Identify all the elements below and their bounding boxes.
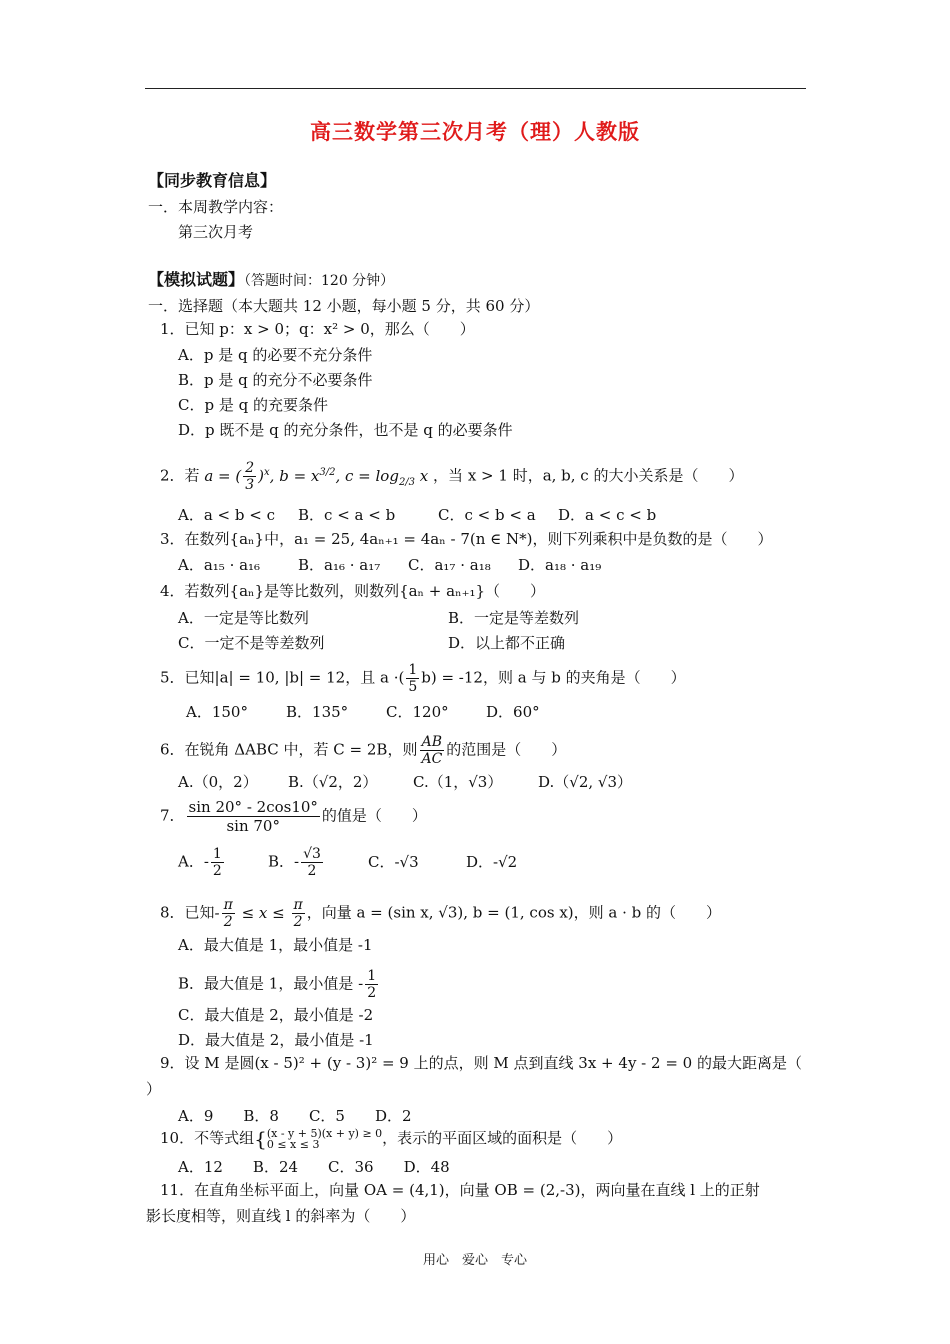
q8-option-a: A．最大值是 1，最小值是 -1	[178, 936, 373, 954]
q6-option-a: A.（0，2）	[178, 773, 258, 791]
q8-pre: 8．已知	[160, 903, 215, 922]
q3-option-b: B．a₁₆ · a₁₇	[298, 556, 381, 574]
q10-system-row1: (x - y + 5)(x + y) ≥ 0	[266, 1127, 383, 1140]
q2-stem	[160, 460, 743, 493]
q3-option-d: D．a₁₈ · a₁₉	[518, 556, 602, 574]
q5-option-c: C．120°	[386, 703, 449, 721]
q11-stem-cont: 影长度相等，则直线 l 的斜率为（ ）	[146, 1207, 416, 1225]
q7-pre: 7．	[160, 806, 185, 825]
page-footer: 用心 爱心 专心	[422, 1253, 527, 1268]
q10-stem: 10．不等式组{ (x - y + 5)(x + y) ≥ 0 0 ≤ x ≤ 3 ，表示的平面区域的面积是（ ）	[160, 1127, 623, 1151]
mock-header: 【模拟试题】	[148, 270, 245, 289]
q7-option-a: A．-	[178, 852, 209, 871]
section-header-mock	[148, 270, 394, 291]
q1-stem: 1．已知 p：x > 0；q：x² > 0，那么（ ）	[160, 320, 475, 338]
q6-pre: 6．在锐角 ΔABC 中，若 C = 2B，则	[160, 740, 418, 759]
q5-options	[186, 702, 540, 722]
section-header-sync: 【同步教育信息】	[148, 171, 277, 190]
q7-post: 的值是（ ）	[321, 806, 427, 825]
q1-option-b: B．p 是 q 的充分不必要条件	[178, 371, 373, 389]
q6-options	[178, 772, 632, 792]
q5-option-b: B．135°	[286, 703, 349, 721]
section-item-content: 一．本周教学内容：	[148, 198, 284, 216]
section-content-text: 第三次月考	[178, 223, 254, 241]
q3-options	[178, 555, 601, 575]
q7-option-c: C．-√3	[368, 852, 419, 871]
q4-option-c: C．一定不是等差数列	[178, 634, 325, 652]
q3-stem: 3．在数列{aₙ}中，a₁ = 25, 4aₙ₊₁ = 4aₙ - 7(n ∈ N*)，则下列乘积中是负数的是（ ）	[160, 530, 773, 548]
q8-option-d: D．最大值是 2，最小值是 -1	[178, 1031, 374, 1049]
mock-time-note: （答题时间：120 分钟）	[244, 273, 395, 289]
q7-numerator: sin 20° - 2cos10°	[188, 798, 318, 816]
q3-option-c: C．a₁₇ · a₁₈	[408, 556, 491, 574]
q2-option-a: A．a < b < c	[178, 506, 275, 524]
q8-option-c: C．最大值是 2，最小值是 -2	[178, 1006, 374, 1024]
q4-option-a: A．一定是等比数列	[178, 609, 309, 627]
q7-denominator: sin 70°	[226, 817, 280, 835]
q4-options-row1	[178, 608, 579, 628]
q7-options: A．- $\frac{1}{2}$ B．- $\frac{√3}{2}$ C．-√3 D．-√2	[178, 846, 518, 879]
q2-option-c: C．c < b < a	[438, 506, 536, 524]
q9-stem-cont: ）	[146, 1080, 162, 1098]
q7-stem	[160, 798, 427, 835]
q6-post: 的范围是（ ）	[446, 740, 567, 759]
q5-option-d: D．60°	[486, 703, 540, 721]
page-title: 高三数学第三次月考（理）人教版	[310, 119, 640, 144]
q10-pre: 10．不等式组	[160, 1129, 255, 1147]
q8-option-b-line: B．最大值是 1，最小值是 - $\frac{1}{2}$	[178, 968, 377, 1001]
q4-options-row2	[178, 633, 565, 653]
q2-post: ，当 x > 1 时，a, b, c 的大小关系是（ ）	[433, 466, 744, 485]
q4-option-b: B．一定是等差数列	[448, 609, 580, 627]
q2-options	[178, 505, 656, 525]
q6-stem: 6．在锐角 ΔABC 中，若 C = 2B，则 $\frac{AB}{AC}$ 的范围是（ ）	[160, 734, 567, 767]
q2-pre: 2．若	[160, 466, 200, 485]
q1-option-d: D．p 既不是 q 的充分条件，也不是 q 的必要条件	[178, 421, 513, 439]
header-rule	[145, 88, 806, 89]
q7-option-d: D．-√2	[466, 852, 518, 871]
q10-post: ，表示的平面区域的面积是（ ）	[382, 1129, 623, 1147]
q4-stem: 4．若数列{aₙ}是等比数列，则数列{aₙ + aₙ₊₁}（ ）	[160, 582, 546, 600]
q6-option-b: B.（√2，2）	[288, 773, 378, 791]
q1-option-c: C．p 是 q 的充要条件	[178, 396, 328, 414]
q8-option-b: B．最大值是 1，最小值是 -	[178, 974, 364, 993]
part1-heading: 一．选择题（本大题共 12 小题，每小题 5 分，共 60 分）	[148, 297, 540, 315]
q9-options: A．9 B．8 C．5 D．2	[178, 1107, 412, 1125]
q8-stem: 8．已知- $\frac{\pi}{2}$ ≤ x ≤ $\frac{\pi}{2}$ ，向量 a = (sin x, √3), b = (1, cos x)，则 a · b 的（ ）	[160, 897, 722, 930]
q5-stem: 5．已知|a| = 10, |b| = 12，且 a ·( $\frac{1}{5}$ b) = -12，则 a 与 b 的夹角是（ ）	[160, 662, 686, 695]
q5-option-a: A．150°	[186, 703, 248, 721]
q7-option-b: B．-	[268, 852, 300, 871]
q2-option-b: B．c < a < b	[298, 506, 396, 524]
q6-option-c: C.（1，√3）	[413, 773, 503, 791]
q1-option-a: A．p 是 q 的必要不充分条件	[178, 346, 373, 364]
q2-option-d: D．a < c < b	[558, 506, 657, 524]
q3-option-a: A．a₁₅ · a₁₆	[178, 556, 261, 574]
q9-stem: 9．设 M 是圆(x - 5)² + (y - 3)² = 9 上的点，则 M 点到直线 3x + 4y - 2 = 0 的最大距离是（	[160, 1054, 802, 1072]
q11-stem: 11．在直角坐标平面上，向量 OA = (4,1)，向量 OB = (2,-3)，两向量在直线 l 上的正射	[160, 1181, 760, 1199]
q5-pre: 5．已知|a| = 10, |b| = 12，且 a ·(	[160, 668, 405, 687]
q5-post: b) = -12，则 a 与 b 的夹角是（ ）	[421, 668, 686, 687]
q10-options: A．12 B．24 C．36 D．48	[178, 1158, 450, 1176]
q2-formula: a = ( $\frac{2}{3}$ )$^x$, $b = x^{3/2}$, $c = \log_{2/3} x$	[204, 460, 429, 493]
q4-option-d: D．以上都不正确	[448, 634, 566, 652]
q10-system-row2: 0 ≤ x ≤ 3	[266, 1138, 320, 1151]
q8-post: ，向量 a = (sin x, √3), b = (1, cos x)，则 a · b 的（ ）	[306, 903, 722, 922]
q6-option-d: D.（√2, √3）	[538, 773, 632, 791]
